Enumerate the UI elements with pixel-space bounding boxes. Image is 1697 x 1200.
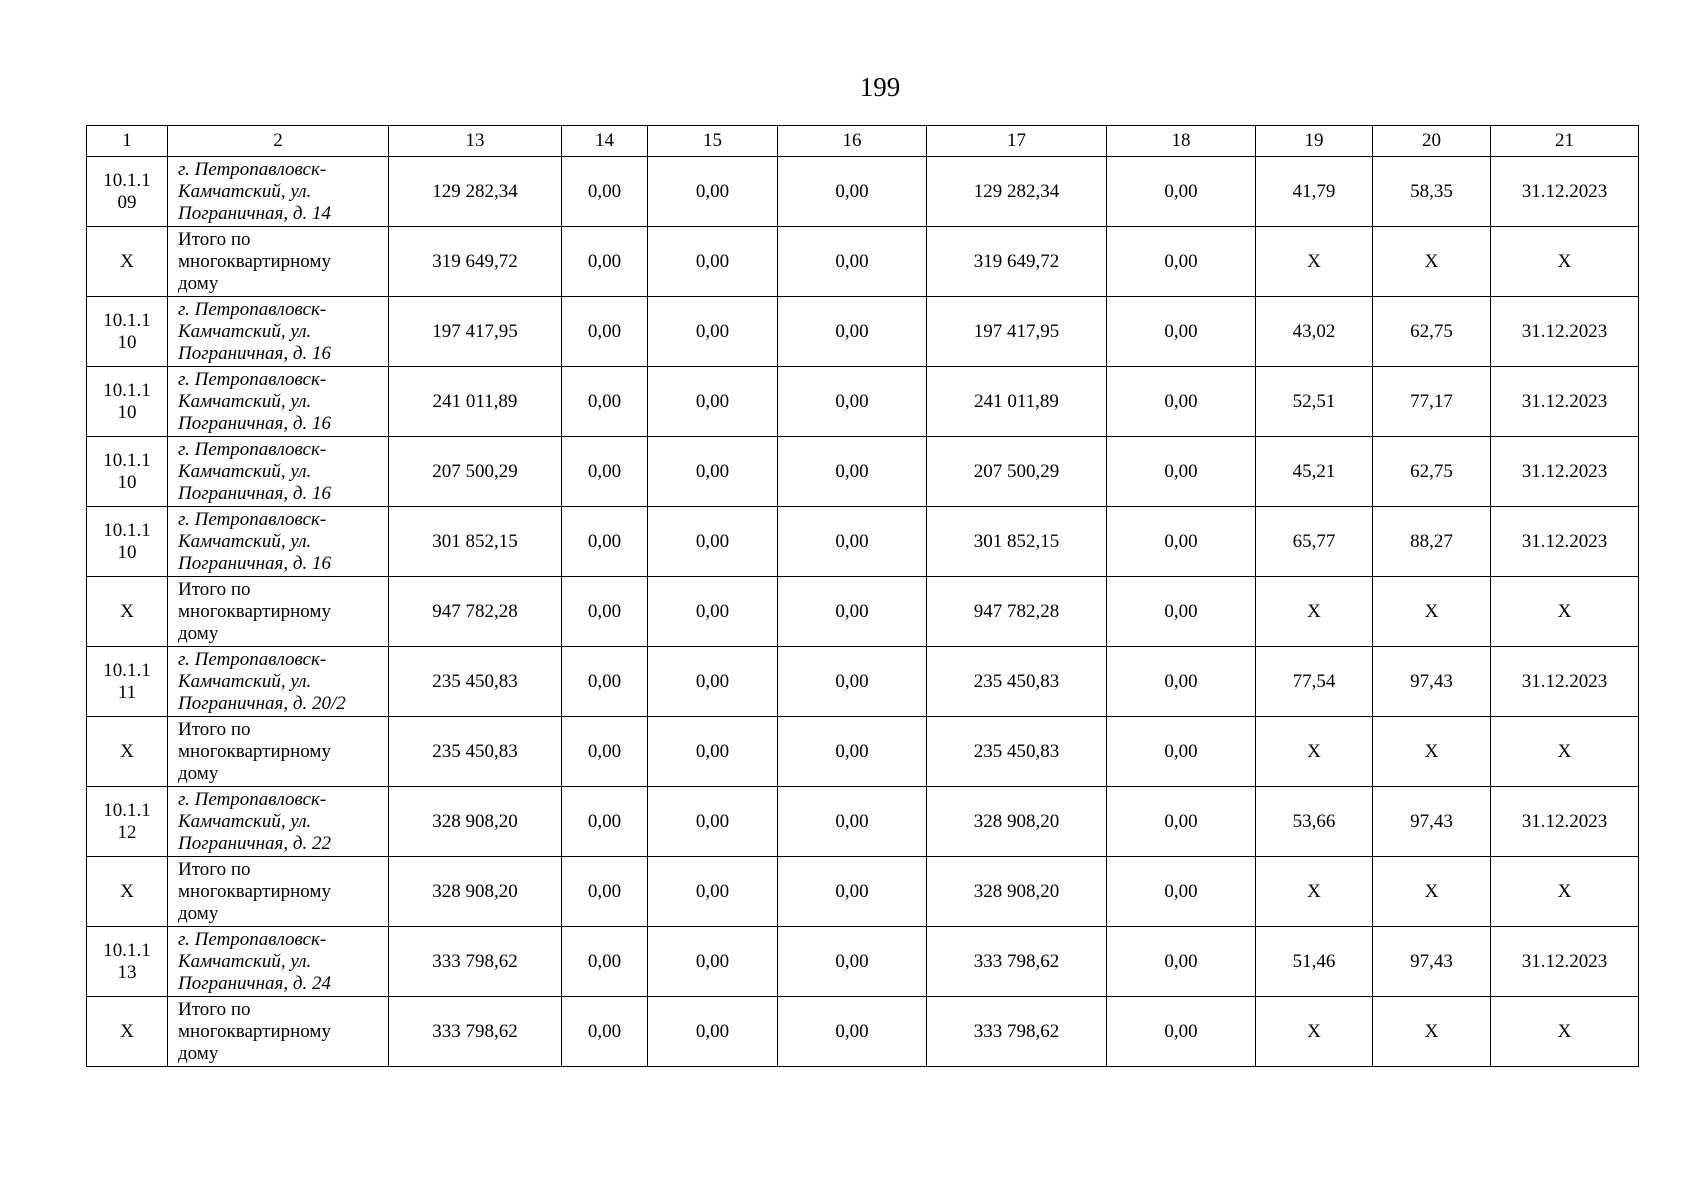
col19-value: X	[1256, 717, 1373, 787]
col15-value: 0,00	[648, 227, 778, 297]
col13-value: 333 798,62	[389, 927, 562, 997]
col20-value: 88,27	[1373, 507, 1491, 577]
col19-value: X	[1256, 577, 1373, 647]
column-header: 2	[168, 126, 389, 157]
table-row	[87, 297, 1639, 367]
col21-value: X	[1491, 857, 1639, 927]
table-row	[87, 647, 1639, 717]
col17-value: 241 011,89	[927, 367, 1107, 437]
row-address	[168, 927, 389, 997]
data-table	[86, 125, 1639, 1067]
table-row	[87, 367, 1639, 437]
col14-value: 0,00	[562, 297, 648, 367]
row-code: 10.1.1 10	[87, 507, 168, 577]
col19-value: X	[1256, 227, 1373, 297]
col20-value: 97,43	[1373, 647, 1491, 717]
col13-value: 197 417,95	[389, 297, 562, 367]
col21-value: 31.12.2023	[1491, 367, 1639, 437]
col16-value: 0,00	[778, 577, 927, 647]
col16-value: 0,00	[778, 857, 927, 927]
col16-value: 0,00	[778, 927, 927, 997]
table-row	[87, 717, 1639, 787]
col17-value: 319 649,72	[927, 227, 1107, 297]
col13-value: 328 908,20	[389, 787, 562, 857]
table-row	[87, 857, 1639, 927]
col14-value: 0,00	[562, 857, 648, 927]
row-code: X	[87, 717, 168, 787]
col16-value: 0,00	[778, 997, 927, 1067]
col16-value: 0,00	[778, 227, 927, 297]
row-code: 10.1.1 10	[87, 437, 168, 507]
col17-value: 328 908,20	[927, 857, 1107, 927]
col20-value: 97,43	[1373, 787, 1491, 857]
col14-value: 0,00	[562, 227, 648, 297]
table-row	[87, 227, 1639, 297]
col21-value: 31.12.2023	[1491, 787, 1639, 857]
col21-value: 31.12.2023	[1491, 437, 1639, 507]
col13-value: 235 450,83	[389, 717, 562, 787]
column-header: 20	[1373, 126, 1491, 157]
col14-value: 0,00	[562, 367, 648, 437]
col14-value: 0,00	[562, 507, 648, 577]
row-address	[168, 507, 389, 577]
col18-value: 0,00	[1107, 227, 1256, 297]
col15-value: 0,00	[648, 367, 778, 437]
col19-value: 45,21	[1256, 437, 1373, 507]
col21-value: X	[1491, 997, 1639, 1067]
col17-value: 197 417,95	[927, 297, 1107, 367]
table-row	[87, 507, 1639, 577]
col20-value: 58,35	[1373, 157, 1491, 227]
col14-value: 0,00	[562, 787, 648, 857]
col15-value: 0,00	[648, 927, 778, 997]
col13-value: 241 011,89	[389, 367, 562, 437]
row-address-text: г. Петропавловск- Камчатский, ул. Пограничная, д. 14	[178, 158, 331, 224]
col18-value: 0,00	[1107, 577, 1256, 647]
col13-value: 328 908,20	[389, 857, 562, 927]
row-address	[168, 157, 389, 227]
col17-value: 333 798,62	[927, 927, 1107, 997]
table-row	[87, 157, 1639, 227]
col18-value: 0,00	[1107, 297, 1256, 367]
col18-value: 0,00	[1107, 647, 1256, 717]
col20-value: 97,43	[1373, 927, 1491, 997]
col17-value: 235 450,83	[927, 647, 1107, 717]
col18-value: 0,00	[1107, 367, 1256, 437]
row-code: 10.1.1 09	[87, 157, 168, 227]
col19-value: 53,66	[1256, 787, 1373, 857]
row-address-text: г. Петропавловск- Камчатский, ул. Пограничная, д. 16	[178, 508, 331, 574]
col13-value: 235 450,83	[389, 647, 562, 717]
row-code: X	[87, 577, 168, 647]
col14-value: 0,00	[562, 577, 648, 647]
row-address	[168, 227, 389, 297]
col19-value: 65,77	[1256, 507, 1373, 577]
row-code: 10.1.1 10	[87, 297, 168, 367]
col17-value: 947 782,28	[927, 577, 1107, 647]
col21-value: 31.12.2023	[1491, 647, 1639, 717]
page-number: 199	[859, 72, 901, 102]
row-address	[168, 367, 389, 437]
col20-value: X	[1373, 997, 1491, 1067]
col13-value: 947 782,28	[389, 577, 562, 647]
col18-value: 0,00	[1107, 857, 1256, 927]
col17-value: 207 500,29	[927, 437, 1107, 507]
col19-value: X	[1256, 997, 1373, 1067]
col17-value: 301 852,15	[927, 507, 1107, 577]
col15-value: 0,00	[648, 577, 778, 647]
row-address-text: г. Петропавловск- Камчатский, ул. Пограничная, д. 16	[178, 298, 331, 364]
col15-value: 0,00	[648, 857, 778, 927]
col14-value: 0,00	[562, 997, 648, 1067]
col15-value: 0,00	[648, 507, 778, 577]
column-header: 16	[778, 126, 927, 157]
col15-value: 0,00	[648, 717, 778, 787]
col16-value: 0,00	[778, 437, 927, 507]
row-address	[168, 857, 389, 927]
col16-value: 0,00	[778, 717, 927, 787]
col18-value: 0,00	[1107, 437, 1256, 507]
col16-value: 0,00	[778, 297, 927, 367]
col21-value: X	[1491, 717, 1639, 787]
row-address-text: Итого по многоквартирному дому	[178, 718, 331, 784]
col15-value: 0,00	[648, 157, 778, 227]
column-header: 13	[389, 126, 562, 157]
col16-value: 0,00	[778, 507, 927, 577]
col18-value: 0,00	[1107, 717, 1256, 787]
row-code: 10.1.1 12	[87, 787, 168, 857]
col14-value: 0,00	[562, 157, 648, 227]
row-address-text: Итого по многоквартирному дому	[178, 228, 331, 294]
col17-value: 235 450,83	[927, 717, 1107, 787]
column-header: 19	[1256, 126, 1373, 157]
col16-value: 0,00	[778, 647, 927, 717]
col13-value: 207 500,29	[389, 437, 562, 507]
row-address-text: Итого по многоквартирному дому	[178, 998, 331, 1064]
col21-value: X	[1491, 577, 1639, 647]
row-address	[168, 997, 389, 1067]
col18-value: 0,00	[1107, 157, 1256, 227]
col16-value: 0,00	[778, 157, 927, 227]
row-address-text: г. Петропавловск- Камчатский, ул. Пограничная, д. 16	[178, 438, 331, 504]
row-address-text: г. Петропавловск- Камчатский, ул. Пограничная, д. 24	[178, 928, 331, 994]
col21-value: 31.12.2023	[1491, 297, 1639, 367]
col18-value: 0,00	[1107, 927, 1256, 997]
table-row	[87, 997, 1639, 1067]
col15-value: 0,00	[648, 437, 778, 507]
col15-value: 0,00	[648, 647, 778, 717]
row-code: 10.1.1 11	[87, 647, 168, 717]
row-code: 10.1.1 13	[87, 927, 168, 997]
column-header: 14	[562, 126, 648, 157]
table-row	[87, 927, 1639, 997]
col18-value: 0,00	[1107, 997, 1256, 1067]
table-row	[87, 787, 1639, 857]
col21-value: 31.12.2023	[1491, 927, 1639, 997]
column-header: 18	[1107, 126, 1256, 157]
col13-value: 301 852,15	[389, 507, 562, 577]
row-address-text: г. Петропавловск- Камчатский, ул. Пограничная, д. 20/2	[178, 648, 346, 714]
col20-value: 62,75	[1373, 297, 1491, 367]
col14-value: 0,00	[562, 437, 648, 507]
header-row	[87, 126, 1639, 157]
row-address-text: г. Петропавловск- Камчатский, ул. Пограничная, д. 16	[178, 368, 331, 434]
row-code: X	[87, 857, 168, 927]
col20-value: 77,17	[1373, 367, 1491, 437]
col20-value: 62,75	[1373, 437, 1491, 507]
col13-value: 129 282,34	[389, 157, 562, 227]
col19-value: X	[1256, 857, 1373, 927]
col17-value: 328 908,20	[927, 787, 1107, 857]
col15-value: 0,00	[648, 297, 778, 367]
col19-value: 51,46	[1256, 927, 1373, 997]
col20-value: X	[1373, 227, 1491, 297]
col14-value: 0,00	[562, 647, 648, 717]
column-header: 21	[1491, 126, 1639, 157]
row-address-text: г. Петропавловск- Камчатский, ул. Пограничная, д. 22	[178, 788, 331, 854]
row-code: X	[87, 997, 168, 1067]
col18-value: 0,00	[1107, 787, 1256, 857]
row-address	[168, 297, 389, 367]
col19-value: 41,79	[1256, 157, 1373, 227]
col13-value: 319 649,72	[389, 227, 562, 297]
col14-value: 0,00	[562, 927, 648, 997]
row-address	[168, 577, 389, 647]
col19-value: 52,51	[1256, 367, 1373, 437]
column-header: 15	[648, 126, 778, 157]
row-address-text: Итого по многоквартирному дому	[178, 578, 331, 644]
col21-value: 31.12.2023	[1491, 157, 1639, 227]
col14-value: 0,00	[562, 717, 648, 787]
col20-value: X	[1373, 717, 1491, 787]
row-address	[168, 647, 389, 717]
table-row	[87, 437, 1639, 507]
column-header: 1	[87, 126, 168, 157]
col21-value: 31.12.2023	[1491, 507, 1639, 577]
col16-value: 0,00	[778, 367, 927, 437]
column-header: 17	[927, 126, 1107, 157]
col15-value: 0,00	[648, 787, 778, 857]
row-code: 10.1.1 10	[87, 367, 168, 437]
col20-value: X	[1373, 577, 1491, 647]
row-address	[168, 437, 389, 507]
row-address	[168, 787, 389, 857]
col19-value: 77,54	[1256, 647, 1373, 717]
row-address	[168, 717, 389, 787]
col20-value: X	[1373, 857, 1491, 927]
col17-value: 333 798,62	[927, 997, 1107, 1067]
table-row	[87, 577, 1639, 647]
col19-value: 43,02	[1256, 297, 1373, 367]
col21-value: X	[1491, 227, 1639, 297]
col13-value: 333 798,62	[389, 997, 562, 1067]
row-address-text: Итого по многоквартирному дому	[178, 858, 331, 924]
col15-value: 0,00	[648, 997, 778, 1067]
col17-value: 129 282,34	[927, 157, 1107, 227]
row-code: X	[87, 227, 168, 297]
col18-value: 0,00	[1107, 507, 1256, 577]
col16-value: 0,00	[778, 787, 927, 857]
